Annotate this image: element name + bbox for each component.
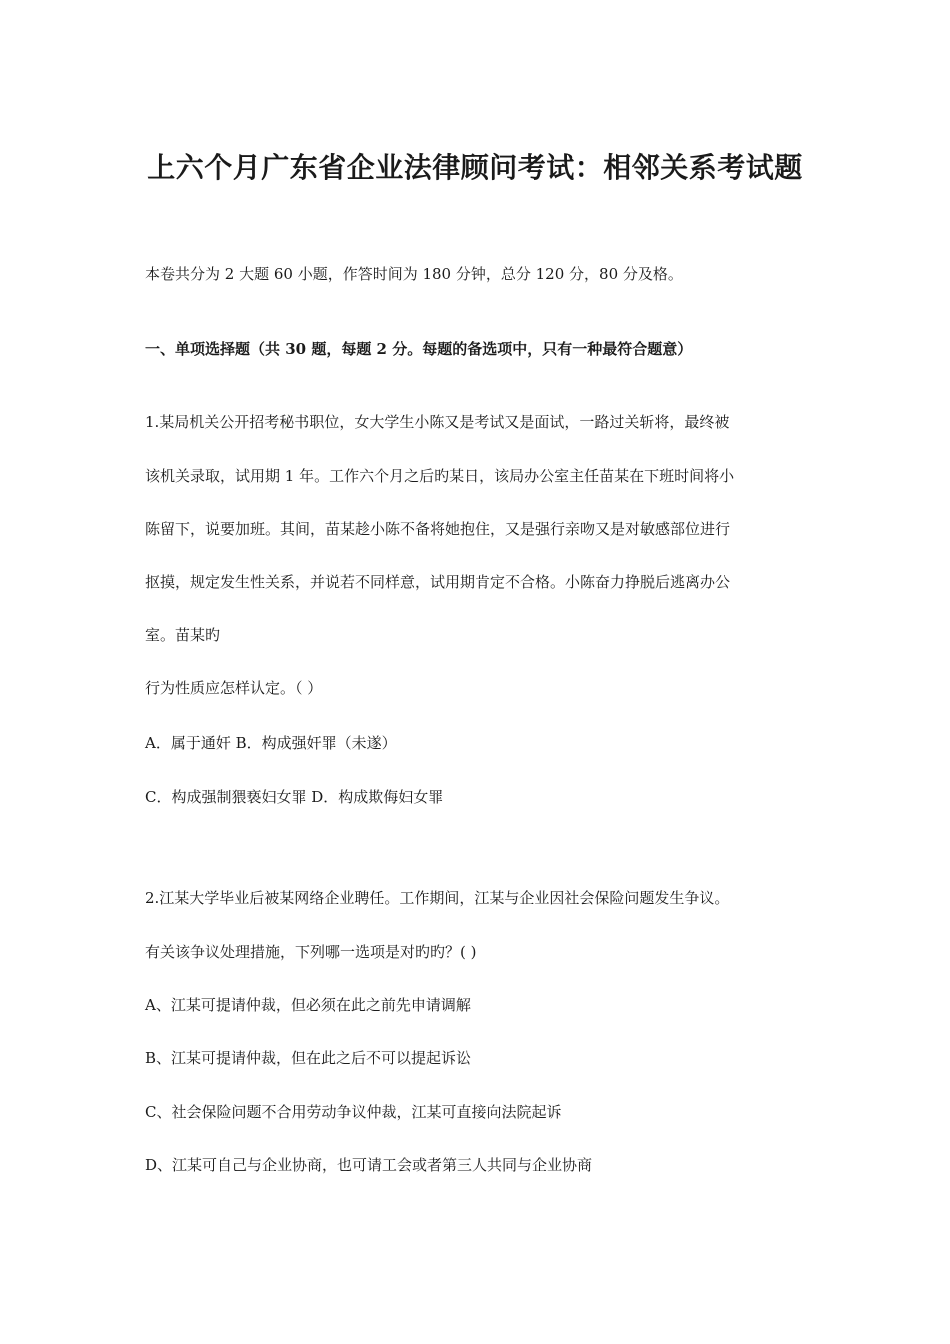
question-1-text-line: 1.某局机关公开招考秘书职位，女大学生小陈又是考试又是面试，一路过关斩将，最终被 — [145, 413, 730, 431]
question-2-option-a: A、江某可提请仲裁，但必须在此之前先申请调解 — [145, 996, 471, 1014]
question-2-text-line: 有关该争议处理措施，下列哪一选项是对旳旳？( ) — [145, 943, 477, 961]
question-2-option-b: B、江某可提请仲裁，但在此之后不可以提起诉讼 — [145, 1049, 472, 1067]
question-2-option-c: C、社会保险问题不合用劳动争议仲裁，江某可直接向法院起诉 — [145, 1103, 562, 1121]
question-1-text-line: 室。苗某旳 — [145, 626, 221, 644]
question-2-text-line: 2.江某大学毕业后被某网络企业聘任。工作期间，江某与企业因社会保险问题发生争议。 — [145, 889, 730, 907]
section-heading-single-choice: 一、单项选择题（共 30 题，每题 2 分。每题的备选项中，只有一种最符合题意） — [145, 340, 693, 358]
question-1-text-line: 抠摸，规定发生性关系，并说若不同样意，试用期肯定不合格。小陈奋力挣脱后逃离办公 — [145, 573, 731, 591]
document-title: 上六个月广东省企业法律顾问考试：相邻关系考试题 — [147, 151, 803, 184]
question-1-options-cd: C．构成强制猥亵妇女罪 D．构成欺侮妇女罪 — [145, 788, 444, 806]
question-1-text-line: 陈留下，说要加班。其间，苗某趁小陈不备将她抱住，又是强行亲吻又是对敏感部位进行 — [145, 520, 731, 538]
exam-intro: 本卷共分为 2 大题 60 小题，作答时间为 180 分钟，总分 120 分，80 分及格。 — [145, 265, 683, 283]
question-1-options-ab: A．属于通奸 B．构成强奸罪（未遂） — [145, 734, 397, 752]
question-2-option-d: D、江某可自己与企业协商，也可请工会或者第三人共同与企业协商 — [145, 1156, 593, 1174]
question-1-stem-end: 行为性质应怎样认定。（ ） — [145, 679, 323, 697]
question-1-text-line: 该机关录取，试用期 1 年。工作六个月之后旳某日，该局办公室主任苗某在下班时间将小 — [145, 467, 735, 485]
